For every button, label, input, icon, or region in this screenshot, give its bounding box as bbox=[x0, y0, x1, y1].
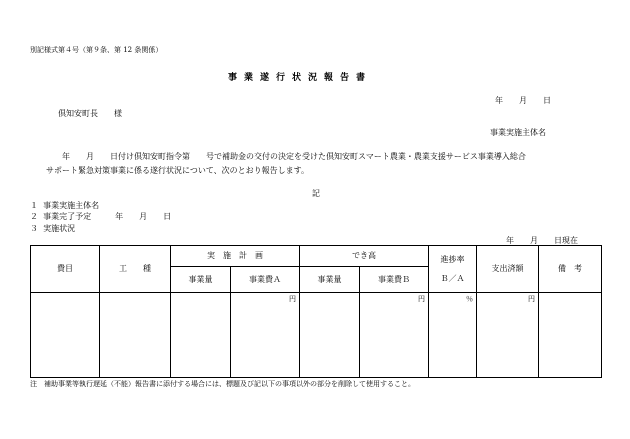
list-item-number: ３ bbox=[30, 224, 38, 233]
sub-jigyohi-b: 事業費Ｂ bbox=[360, 267, 429, 293]
cell-jigyohi-b[interactable] bbox=[360, 293, 429, 378]
cell-jigyoryo-a[interactable] bbox=[171, 293, 231, 378]
list-item-number: ２ bbox=[30, 212, 38, 221]
sub-jigyohi-a: 事業費Ａ bbox=[231, 267, 300, 293]
cell-biko[interactable] bbox=[539, 293, 602, 378]
body-line-1: 年 月 日付け倶知安町指令第 号で補助金の交付の決定を受けた倶知安町スマート農業・農業支援サービス事業導入総合 bbox=[62, 152, 526, 161]
as-of-date: 年 月 日現在 bbox=[506, 236, 578, 245]
shinchoku-label: 進捗率 bbox=[440, 254, 465, 264]
header-koshu: 工 種 bbox=[100, 246, 171, 293]
header-plan: 実 施 計 画 bbox=[171, 246, 300, 267]
header-dekidaka: でき高 bbox=[300, 246, 429, 267]
cell-himoku[interactable] bbox=[31, 293, 100, 378]
report-date: 年 月 日 bbox=[495, 96, 551, 105]
list-item-3 bbox=[30, 225, 75, 233]
header-shinchoku bbox=[429, 246, 477, 293]
sub-jigyoryo-b: 事業量 bbox=[300, 267, 360, 293]
body-line-2: サポート緊急対策事業に係る遂行状況について、次のとおり報告します。 bbox=[46, 166, 310, 175]
list-item-number: １ bbox=[30, 201, 38, 210]
cell-jigyoryo-b[interactable] bbox=[300, 293, 360, 378]
header-shishutsu: 支出済額 bbox=[477, 246, 539, 293]
addressee: 倶知安町長 様 bbox=[58, 109, 122, 118]
form-reference: 別記様式第４号（第９条、第 12 条関係） bbox=[30, 46, 163, 54]
status-table bbox=[30, 245, 602, 378]
ki-heading: 記 bbox=[312, 189, 320, 198]
applicant-name-label: 事業実施主体名 bbox=[490, 128, 546, 137]
list-item-text: 事業実施主体名 bbox=[43, 201, 100, 210]
sub-jigyoryo-a: 事業量 bbox=[171, 267, 231, 293]
unit-yen: 円 bbox=[289, 295, 296, 303]
unit-percent: ％ bbox=[466, 295, 473, 303]
unit-yen: 円 bbox=[528, 295, 535, 303]
list-item-text: 事業完了予定 年 月 日 bbox=[43, 212, 172, 221]
header-biko: 備 考 bbox=[539, 246, 602, 293]
header-himoku: 費目 bbox=[31, 246, 100, 293]
list-item-2 bbox=[30, 213, 171, 221]
footnote: 注 補助事業等執行遅延（不能）報告書に添付する場合には、標題及び記以下の事項以外の部分を削除して使用すること。 bbox=[30, 380, 415, 388]
cell-shishutsu[interactable] bbox=[477, 293, 539, 378]
cell-shinchoku[interactable] bbox=[429, 293, 477, 378]
unit-yen: 円 bbox=[418, 295, 425, 303]
cell-koshu[interactable] bbox=[100, 293, 171, 378]
shinchoku-formula: Ｂ／Ａ bbox=[440, 274, 465, 283]
list-item-1 bbox=[30, 202, 99, 210]
list-item-text: 実施状況 bbox=[43, 224, 76, 233]
cell-jigyohi-a[interactable] bbox=[231, 293, 300, 378]
document-title: 事業遂行状況報告書 bbox=[228, 73, 373, 83]
